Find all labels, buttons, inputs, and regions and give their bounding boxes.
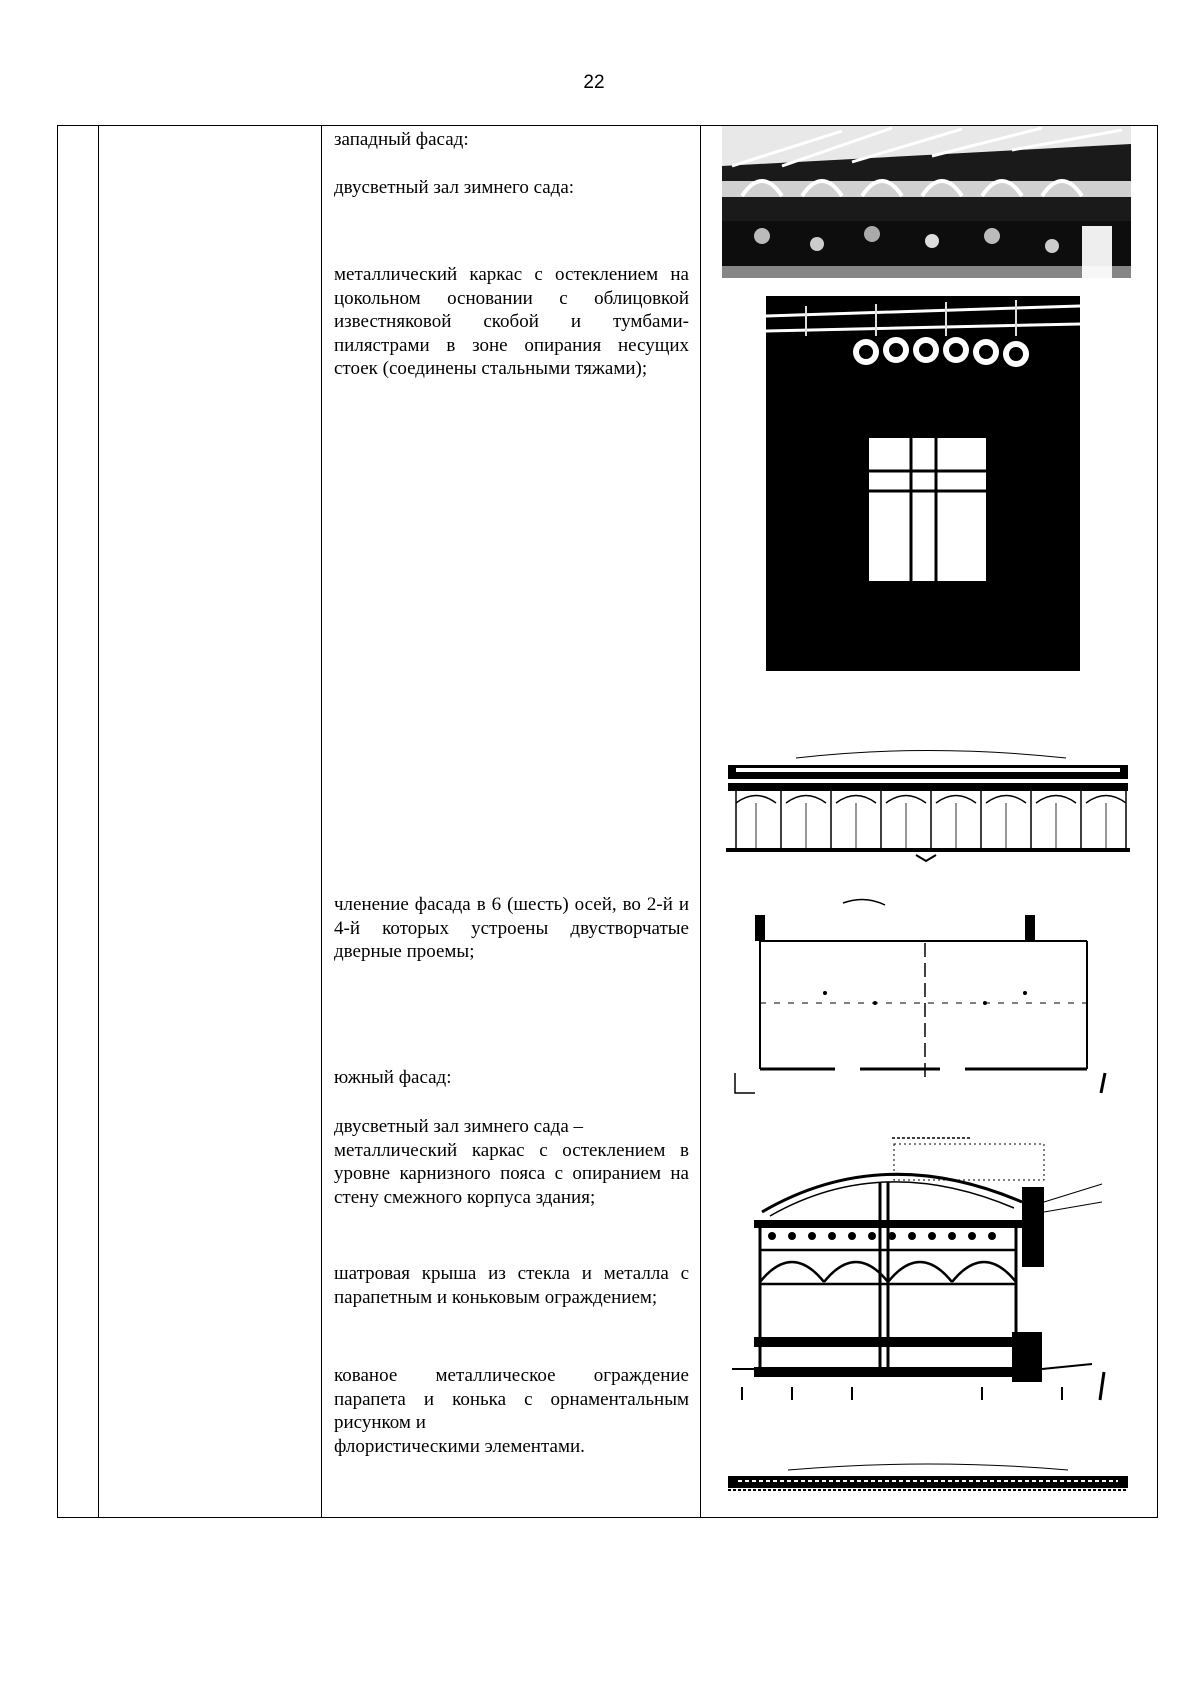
paragraph-tent-roof: шатровая крыша из стекла и металла с парапетным и коньковым ограждением; [334,1263,689,1308]
column-divider-1 [98,126,99,1517]
column-divider-3 [700,126,701,1517]
paragraph-wrought-railing: кованое металлическое ограждение парапета и конька с орнаментальным рисунком и флористическими элементами. [334,1365,689,1457]
drawing-facade-strip [728,1460,1128,1500]
paragraph-metal-frame: металлический каркас с остеклением на цокольном основании с облицовкой известняковой скобой и тумбами-пилястрами в зоне опирания несущих стоек (соединены стальными тяжами); [334,264,689,379]
drawing-floor-plan [725,893,1130,1105]
column-divider-2 [321,126,322,1517]
page-number: 22 [583,72,605,93]
drawing-cross-section [732,1132,1128,1404]
paragraph-south-hall: двусветный зал зимнего сада – металлический каркас с остеклением в уровне карнизного пояса с опиранием на стену смежного корпуса здания; [334,1116,689,1208]
paragraph-facade-division: членение фасада в 6 (шесть) осей, во 2-й и 4-й которых устроены двустворчатые дверные проемы; [334,894,689,962]
photo-window-dark [766,296,1080,671]
paragraph-west-facade: западный фасад: [334,129,469,150]
paragraph-winter-garden-hall: двусветный зал зимнего сада: [334,177,575,198]
photo-interior-crowd [722,126,1131,278]
drawing-facade-elevation [726,743,1130,865]
paragraph-south-facade: южный фасад: [334,1067,452,1088]
